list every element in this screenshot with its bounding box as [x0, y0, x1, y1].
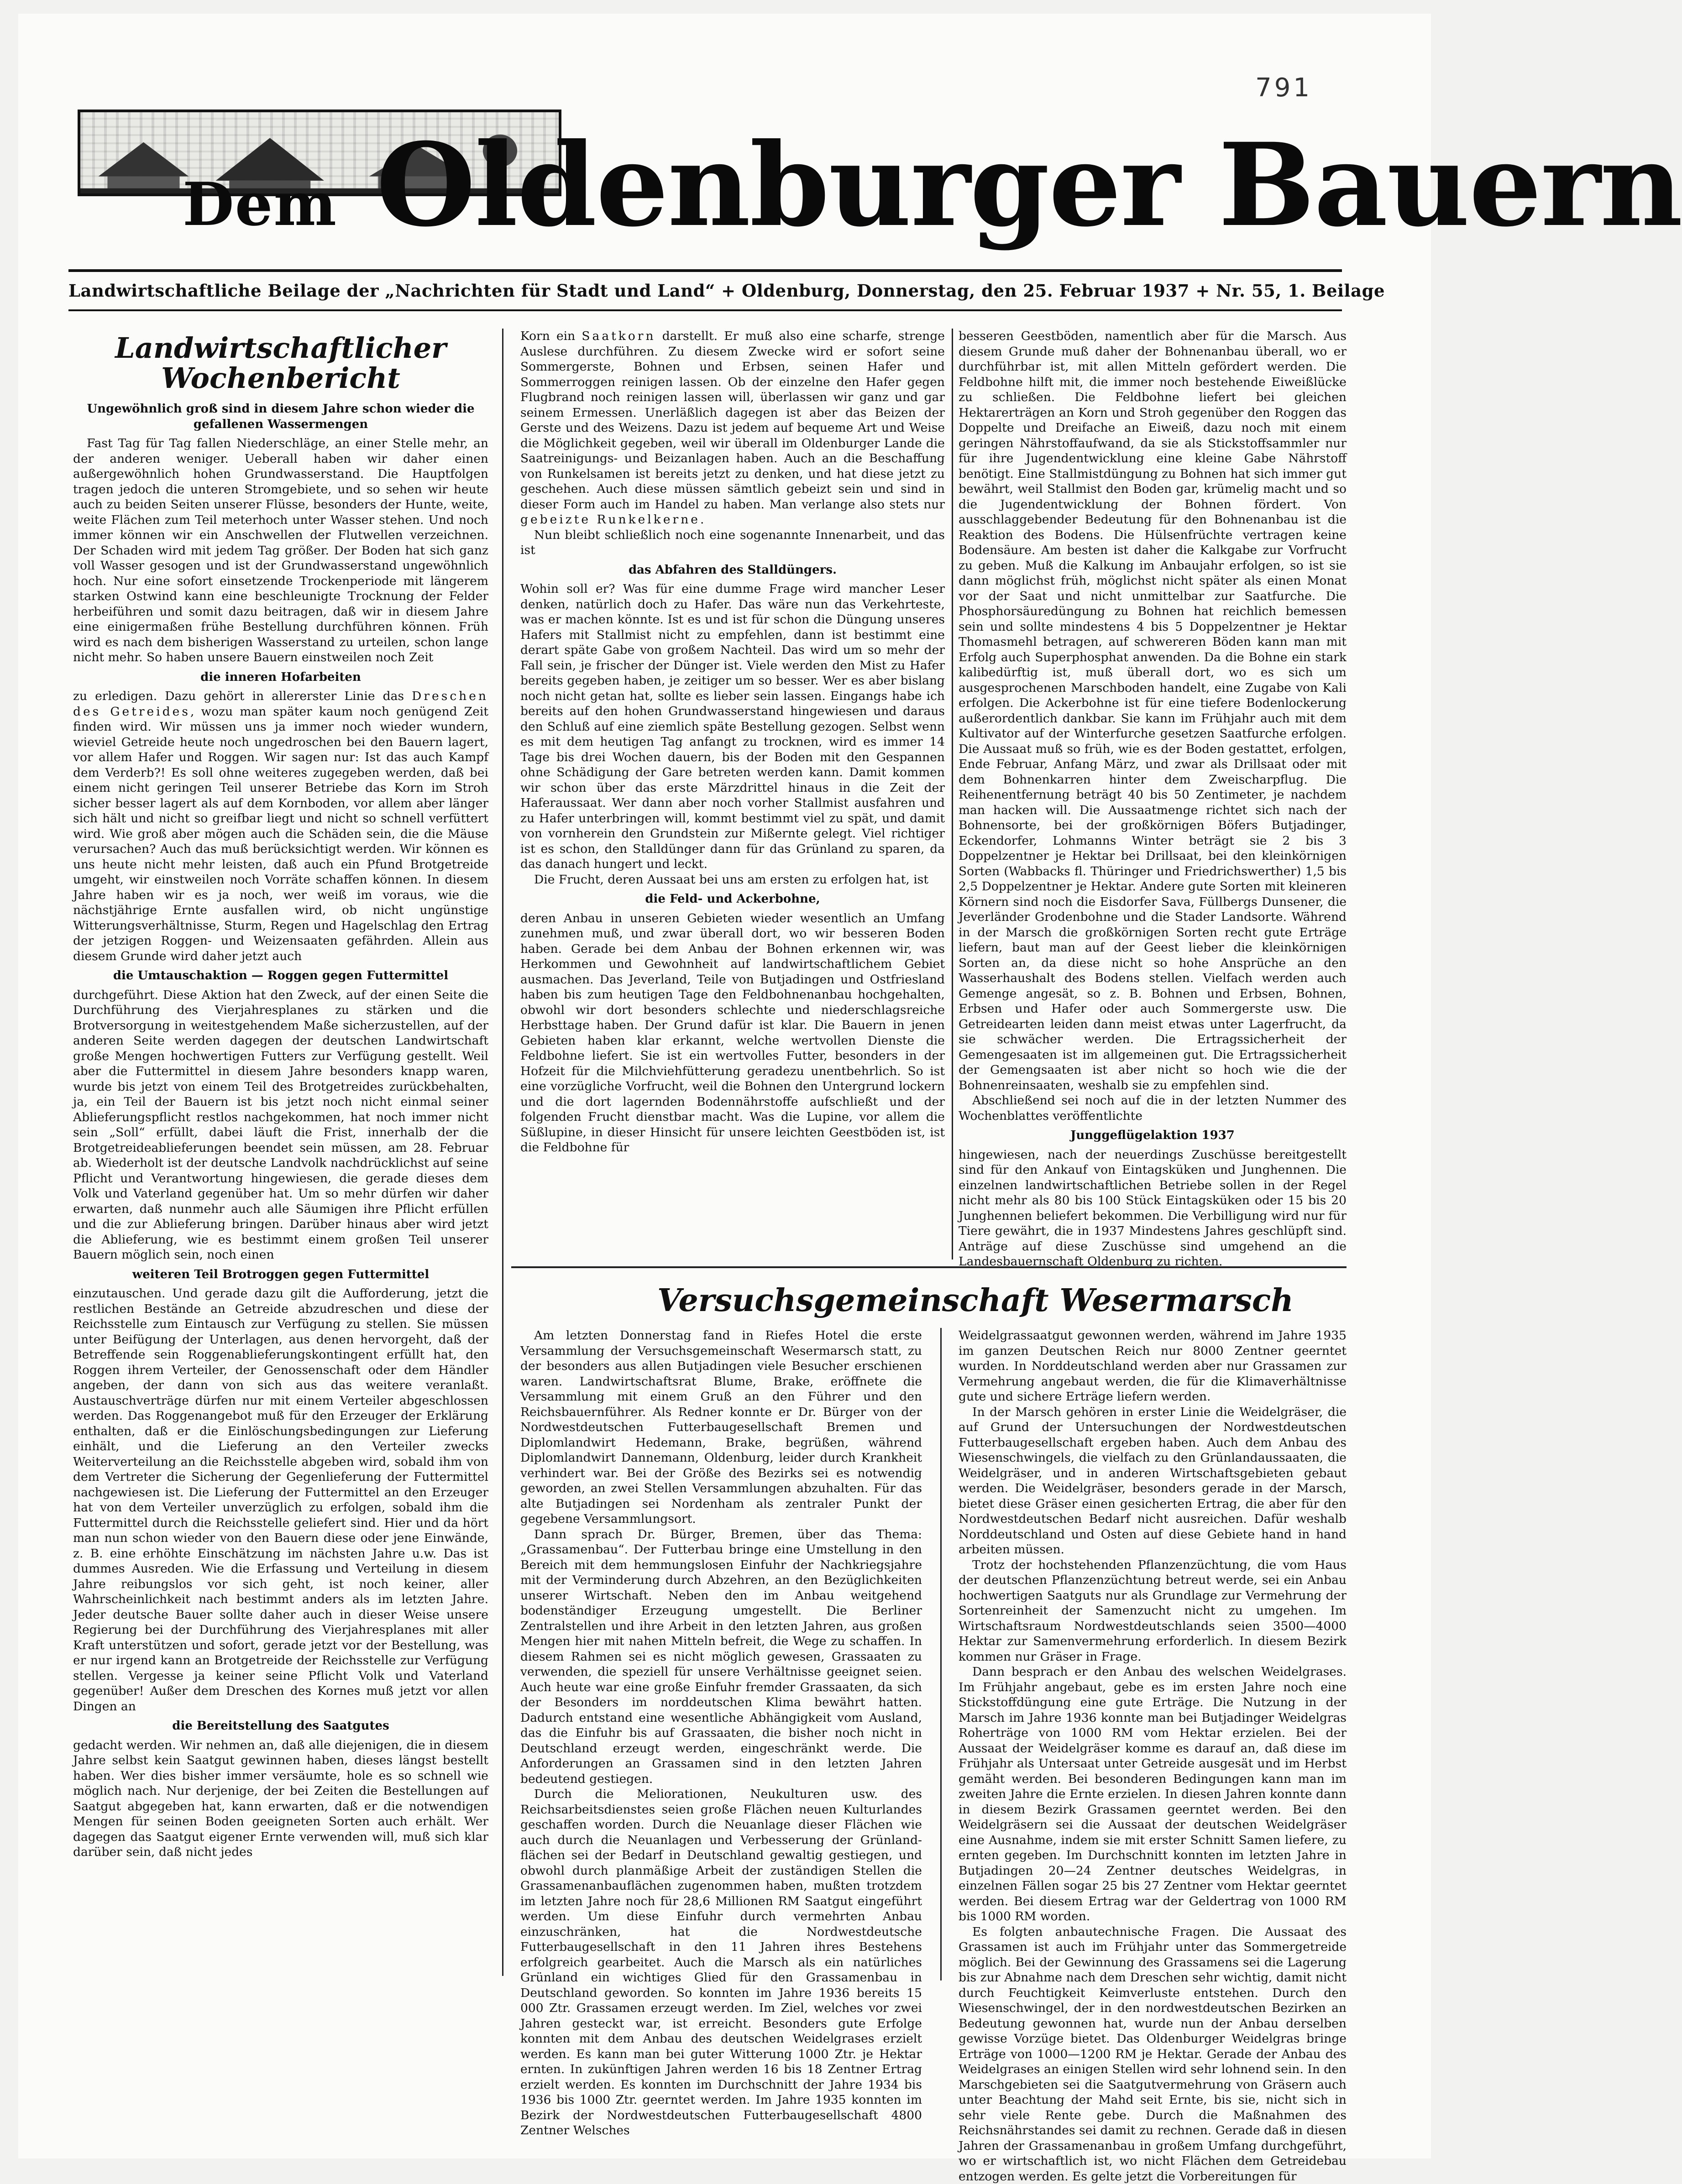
paragraph: [520, 329, 945, 528]
masthead-prefix: Dem: [183, 169, 337, 239]
column-divider: [502, 329, 503, 1976]
paragraph: hingewiesen, nach der neuerdings Zuschüsse bereitgestellt sind für den Ankauf von Eintagsküken und Junghennen. Die einzelnen landwirtschaftlichen Betriebe sollen in der Regel nicht mehr als 80 bis 100 Stück Eintagsküken oder 15 bis 20 Junghennen beliefert bekommen. Die Verbilligung wird nur für Tiere gewährt, die in 1937 Mindestens Jahres geschlüpft sind. Anträge auf diese Zuschüsse sind umgehend an die Landesbauernschaft Oldenburg zu richten.: [959, 1147, 1347, 1270]
masthead-rule: [68, 269, 1342, 274]
paragraph: deren Anbau in unseren Gebieten wieder wesentlich an Umfang zunehmen muß, und zwar überall dort, wo wir besseren Boden haben. Gerade bei dem Anbau der Bohnen erkennen wir, was Herkommen und Gewohnheit auf landwirtschaftlichem Gebiet ausmachen. Das Jeverland, Teile von Butjadingen und Ostfriesland haben bis zum heutigen Tage den Feldbohnenanbau hochgehalten, obwohl wir dort besonders schlechte und niederschlagsreiche Herbsttage haben. Der Grund dafür ist klar. Die Bauern in jenen Gebieten haben klar erkannt, welche wertvollen Dienste die Feldbohne liefert. Sie ist ein wertvolles Futter, besonders in der Hofzeit für die Milchviehfütterung geradezu unentbehrlich. So ist eine vorzügliche Vorfrucht, weil die Bohnen den Untergrund lockern und die dort lagernden Bodennährstoffe aufschließt und der folgenden Frucht dienstbar macht. Was die Lupine, vor allem die Süßlupine, in dieser Hinsicht für unsere leichten Geestböden ist, ist die Feldbohne für: [520, 911, 945, 1155]
paragraph: Durch die Meliorationen, Neukulturen usw. des Reichsarbeitsdienstes seien große Flächen neuen Kulturlandes geschaffen worden. Durch die Neuanlage dieser Flächen wie auch durch die Neuanlagen und Verbesserung der Grünland-flächen sei der Bedarf in Deutschland gewaltig gestiegen, und obwohl durch planmäßige Arbeit der zuständigen Stellen die Grassamenanbauflächen zugenommen haben, mußten trotzdem im letzten Jahre noch für 28,6 Millionen RM Saatgut eingeführt werden. Um diese Einfuhr durch vermehrten Anbau einzuschränken, hat die Nordwestdeutsche Futterbaugesellschaft in den 11 Jahren ihres Bestehens erfolgreich gearbeitet. Auch die Marsch als ein natürliches Grünland ein wichtiges Glied für den Grassamenbau in Deutschland geworden. So konnten im Jahre 1936 bereits 15 000 Ztr. Grassamen erzeugt werden. Im Ziel, welches vor zwei Jahren gesteckt war, ist erreicht. Besonders gute Erfolge konnten mit dem Anbau des deutschen Weidelgrases erzielt werden. Es kann man bei guter Witterung 1000 Ztr. je Hektar ernten. In zukünftigen Jahren werden 16 bis 18 Zentner Ertrag erzielt werden. Es konnten im Durchschnitt der Jahre 1934 bis 1936 bis 1000 Ztr. geerntet werden. Im Jahre 1935 konnten im Bezirk der Nordwestdeutschen Futterbaugesellschaft 4800 Zentner Welsches: [520, 1787, 922, 2138]
article-versuchsgemeinschaft-column-2: [959, 1328, 1347, 1985]
paragraph: besseren Geestböden, namentlich aber für die Marsch. Aus diesem Grunde muß daher der Bohnenanbau überall, wo er durchführbar ist, mit allen Mitteln gefördert werden. Die Feldbohne hilft mit, die immer noch bestehende Eiweißlücke zu schließen. Die Feldbohne liefert bei gleichen Hektarerträgen an Korn und Stroh gegenüber den Roggen das Doppelte und Dreifache an Eiweiß, dazu noch mit einem geringen Nährstoffaufwand, da sie als Stickstoffsammler nur für ihre Jugendentwicklung eine kleine Gabe Nährstoff benötigt. Eine Stallmistdüngung zu Bohnen hat sich immer gut bewährt, weil Stallmist den Boden gar, krümelig macht und so die Jugendentwicklung der Bohnen fördert. Von ausschlaggebender Bedeutung für den Bohnenanbau ist die Reaktion des Bodens. Die Hülsenfrüchte vertragen keine Bodensäure. Am besten ist daher die Kalkgabe zur Vorfrucht zu geben. Muß die Kalkung im Anbaujahr erfolgen, so ist sie dann möglichst früh, möglichst nicht später als einen Monat vor der Saat und nicht unmittelbar zur Saatfurche. Die Phosphorsäuredüngung zu Bohnen hat reichlich bemessen sein und sollte mindestens 4 bis 5 Doppelzentner je Hektar Thomasmehl betragen, auf schwereren Böden kann man mit Erfolg auch Superphosphat anwenden. Da die Bohne ein stark kalibedürftig ist, muß überall dort, wo es sich um ausgesprochenen Marschboden handelt, eine Zugabe von Kali erfolgen. Die Ackerbohne ist für eine tiefere Bodenlockerung außerordentlich dankbar. Sie kann im Frühjahr auch mit dem Kultivator auf der Winterfurche gesetzen Saatfurche erfolgen. Die Aussaat muß so früh, wie es der Boden gestattet, erfolgen, Ende Februar, Anfang März, und zwar als Drillsaat oder mit dem Bohnenkarren hinter dem Zweischarpflug. Die Reihenentfernung beträgt 40 bis 50 Zentimeter, je nachdem man hacken will. Die Aussaatmenge richtet sich nach der Bohnensorte, bei der großkörnigen Böfers Butjadinger, Eckendorfer, Lohmanns Winter beträgt sie 2 bis 3 Doppelzentner je Hektar bei Drillsaat, bei den kleinkörnigen Sorten (Wabbacks fl. Thüringer und Friedrichswerther) 1,5 bis 2,5 Doppelzentner je Hektar. Andere gute Sorten mit kleineren Körnern sind noch die Eisdorfer Sava, Füllbergs Dunsener, die Jeverländer Grodenbohne und die Stader Landsorte. Während in der Marsch die großkörnigen Sorten recht gute Erträge liefern, baut man auf der Geest lieber die kleinkörnigen Sorten an, da diese nicht so hohe Ansprüche an den Wasserhaushalt des Bodens stellen. Vielfach werden auch Gemenge angesät, so z. B. Bohnen und Erbsen, Bohnen, Erbsen und Hafer oder auch Sommergerste usw. Die Getreidearten leiden dann meist etwas unter Lagerfrucht, da sie schwächer werden. Die Ertragssicherheit der Gemengesaaten ist im allgemeinen gut. Die Ertragssicherheit der Gemengsaaten ist aber nicht so hoch wie die der Bohnenreinsaaten, weshalb sie zu empfehlen sind.: [959, 329, 1347, 1093]
article-intro: Ungewöhnlich groß sind in diesem Jahre schon wieder die gefallenen Wassermengen: [73, 402, 488, 432]
article-headline: Versuchsgemeinschaft Wesermarsch: [657, 1282, 1294, 1319]
masthead-title: [183, 128, 1682, 242]
paragraph: durchgeführt. Diese Aktion hat den Zweck, auf der einen Seite die Durchführung des Vierjahresplanes zu stärken und die Brotversorgung in weitestgehendem Maße sicherzustellen, auf der anderen Seite werden dagegen der deutschen Landwirtschaft große Mengen hochwertigen Futters zur Verfügung gestellt. Weil aber die Futtermittel in diesem Jahre besonders knapp waren, wurde bis jetzt von einem Teil des Brotgetreides zurückbehalten, ja, ein Teil der Bauern ist bis jetzt noch nicht einmal seiner Ablieferungspflicht restlos nachgekommen, hat noch immer nicht sein „Soll“ erfüllt, dabei läuft die Frist, innerhalb der die Brotgetreideablieferungen beendet sein müssen, am 28. Februar ab. Wiederholt ist der deutsche Landvolk nachdrücklichst auf seine Pflicht und Verantwortung hingewiesen, die gerade dieses dem Volk und Vaterland gegenüber hat. Um so mehr dürfen wir daher erwarten, daß nunmehr auch alle Säumigen ihre Pflicht erfüllen und die zur Ablieferung bringen. Darüber hinaus aber wird jetzt die Ablieferung, wie es bestimmt einem großen Teil unserer Bauern möglich sein, noch einen: [73, 988, 488, 1263]
paragraph: Wohin soll er? Was für eine dumme Frage wird mancher Leser denken, natürlich doch zu Hafer. Das wäre nun das Verkehrteste, was er machen könnte. Ist es und ist für schon die Düngung unseres Hafers mit Stallmist nicht zu empfehlen, dann ist bestimmt eine derart späte Gabe von großem Nachteil. Das wird um so mehr der Fall sein, je frischer der Dünger ist. Viele werden den Mist zu Hafer bereits gegeben haben, je zeitiger um so besser. Wer es aber bislang noch nicht getan hat, sollte es lieber sein lassen. Eingangs habe ich bereits auf den hohen Grundwasserstand hingewiesen und daraus den Schluß auf eine ziemlich späte Bestellung gezogen. Selbst wenn es mit dem heutigen Tag anfangt zu trocknen, wird es immer 14 Tage bis drei Wochen dauern, bis der Boden mit den Gespannen ohne Schädigung der Gare betreten werden kann. Damit kommen wir schon über das erste Märzdrittel hinaus in die Zeit der Haferaussaat. Wer dann aber noch vorher Stallmist ausfahren und zu Hafer unterbringen will, kommt bestimmt viel zu spät, und damit von vornherein den Grundstein zur Mißernte gelegt. Viel richtiger ist es schon, den Stalldünger dann für das Grünland zu sparen, da das danach hungert und leckt.: [520, 581, 945, 872]
edition-rule: [68, 309, 1342, 311]
text-run: Korn ein: [520, 329, 582, 343]
paragraph: Die Frucht, deren Aussaat bei uns am ersten zu erfolgen hat, ist: [520, 872, 945, 888]
edition-line: Landwirtschaftliche Beilage der „Nachrichten für Stadt und Land“ + Oldenburg, Donnerstag, den 25. Februar 1937 + Nr. 55, 1. Beilage: [68, 281, 1342, 301]
masthead-name: Oldenburger Bauern: [376, 118, 1682, 252]
masthead: [78, 110, 1351, 274]
paragraph: einzutauschen. Und gerade dazu gilt die Aufforderung, jetzt die restlichen Bestände an Getreide abzudreschen und diese der Reichsstelle zum Eintausch zur Verfügung zu stellen. Sie müssen unter Beifügung der Unterlagen, aus denen hervorgeht, daß der Betreffende sein Roggenablieferungskontingent erfüllt hat, den Roggen ihrem Verteiler, der Genossenschaft oder dem Händler angeben, der dann von sich aus das weitere veranlaßt. Austauschverträge dürfen nur mit einem Verteiler abgeschlossen werden. Das Roggenangebot muß für den Erzeuger der Erklärung enthalten, daß er die Einlöschungsbedingungen zur Lieferung einhält, und die Lieferung an den Verteiler zwecks Weiterverteilung an die Reichsstelle abgeben wird, sobald ihm von dem Vertreter die Sicherung der Gegenlieferung der Futtermittel nachgewiesen ist. Die Lieferung der Futtermittel an den Erzeuger hat von dem Verteiler unverzüglich zu erfolgen, sobald ihm die Futtermittel durch die Reichsstelle geliefert sind. Hier und da hört man nun schon wieder von den Bauern diese oder jene Einwände, z. B. eine erhöhte Einschätzung im nächsten Jahre u.w. Das ist dummes Ausreden. Wie die Erfassung und Verteilung in diesem Jahre reibungslos vor sich geht, ist noch keiner, aller Wahrscheinlichkeit nach bestimmt anders als im letzten Jahre. Jeder deutsche Bauer sollte daher auch in dieser Weise unsere Regierung bei der Durchführung des Vierjahresplanes mit aller Kraft unterstützen und sofort, gerade jetzt vor der Bestellung, was er nur irgend kann an Brotgetreide der Reichsstelle zur Verfügung stellen. Vergesse ja keiner seine Pflicht Volk und Vaterland gegenüber! Außer dem Dreschen des Kornes muß jetzt vor allen Dingen an: [73, 1286, 488, 1714]
paragraph: [73, 689, 488, 964]
text-run: .: [700, 512, 704, 527]
article-wochenbericht-column-2: [520, 329, 945, 1259]
column-divider: [952, 329, 953, 1259]
subheading: das Abfahren des Stalldüngers.: [520, 563, 945, 578]
newspaper-page: [18, 14, 1431, 2158]
subheading: weiteren Teil Brotroggen gegen Futtermittel: [73, 1267, 488, 1283]
paragraph: Am letzten Donnerstag fand in Riefes Hotel die erste Versammlung der Versuchsgemeinschaft Wesermarsch statt, zu der besonders aus allen Butjadingen viele Besucher erschienen waren. Landwirtschaftsrat Blume, Brake, eröffnete die Versammlung mit einem Gruß an den Führer und den Reichsbauernführer. Als Redner konnte er Dr. Bürger von der Nordwestdeutschen Futterbaugesellschaft Bremen und Diplomlandwirt Hedemann, Brake, begrüßen, während Diplomlandwirt Dannemann, Oldenburg, leider durch Krankheit verhindert war. Bei der Größe des Bezirks sei es notwendig geworden, an zwei Stellen Versammlungen abzuhalten. Für das alte Butjadingen sei Nordenham als zentraler Punkt der gegebene Versammlungsort.: [520, 1328, 922, 1527]
spaced-emphasis: Dreschen des Getreides: [73, 689, 488, 719]
paragraph: Es folgten anbautechnische Fragen. Die Aussaat des Grassamen ist auch im Frühjahr unter das Sommergetreide möglich. Bei der Gewinnung des Grassamens sei die Lagerung bis zur Abnahme nach dem Dreschen sehr wichtig, damit nicht durch Feuchtigkeit Keimverluste entstehen. Durch den Wiesenschwingel, der in den nordwestdeutschen Bezirken an Bedeutung gewonnen hat, wurde nun der Anbau derselben gewisse Vorzüge bietet. Das Oldenburger Weidelgras bringe Erträge von 1000—1200 RM je Hektar. Gerade der Anbau des Weidelgrases an einigen Stellen wird sehr lohnend sein. In den Marschgebieten sei die Saatgutvermehrung von Gräsern auch unter Beachtung der Mahd seit Ernte, bis sie, nicht sich in sehr viele Rente gebe. Durch die Maßnahmen des Reichsnährstandes sei damit zu rechnen. Gerade daß in diesen Jahren der Grassamenanbau in großem Umfang durchgeführt, wo er wirtschaftlich ist, wo nicht Flächen dem Getreidebau entzogen werden. Es gelte jetzt die Vorbereitungen für: [959, 1924, 1347, 2184]
subheading: die inneren Hofarbeiten: [73, 670, 488, 685]
article-headline: Landwirtschaftlicher Wochenbericht: [73, 333, 488, 393]
article-wochenbericht-column-3: [959, 329, 1347, 1264]
subheading: die Bereitstellung des Saatgutes: [73, 1719, 488, 1734]
paragraph: gedacht werden. Wir nehmen an, daß alle diejenigen, die in diesem Jahre selbst kein Saatgut gewinnen haben, dieses längst bestellt haben. Wer dies bisher immer versäumte, hole es so schnell wie möglich nach. Nur derjenige, der bei Zeiten die Bestellungen auf Saatgut abgegeben hat, kann erwarten, daß er die notwendigen Mengen für seinen Boden geeigneten Sorten auch erhält. Wer dagegen das Saatgut eigener Ernte verwenden will, muß sich klar darüber sein, daß nicht jedes: [73, 1738, 488, 1860]
page-number: 791: [1255, 73, 1312, 103]
text-run: zu erledigen. Dazu gehört in allererster Linie das: [73, 689, 412, 703]
paragraph: Dann besprach er den Anbau des welschen Weidelgrases. Im Frühjahr angebaut, gebe es im ersten Jahre noch eine Stickstoffdüngung eine gute Erträge. Die Nutzung in der Marsch im Jahre 1936 konnte man bei Butjadinger Weidelgras Roherträge von 1000 RM vom Hektar erzielen. Bei der Aussaat der Weidelgräser komme es darauf an, daß diese im Frühjahr als Untersaat unter Getreide ausgesät und im Herbst gemäht werden. Bei besonderen Bedingungen kann man im zweiten Jahre die Ernte erzielen. In diesen Jahren konnte dann in diesem Bezirk Grassamen geerntet werden. Bei den Weidelgräsern sei die Aussaat der deutschen Weidelgräser eine Ausnahme, indem sie mit erster Schnitt Samen liefere, zu ernten gegeben. Im Durchschnitt konnten im letzten Jahre in Butjadingen 20—24 Zentner deutsches Weidelgras, in einzelnen Fällen sogar 25 bis 27 Zentner vom Hektar geerntet werden. Bei diesem Ertrag war der Geldertrag von 1000 RM bis 1000 RM worden.: [959, 1664, 1347, 1924]
paragraph: Nun bleibt schließlich noch eine sogenannte Innenarbeit, und das ist: [520, 528, 945, 558]
column-divider: [940, 1328, 942, 1980]
subheading: die Feld- und Ackerbohne,: [520, 892, 945, 907]
paragraph: Trotz der hochstehenden Pflanzenzüchtung, die vom Haus der deutschen Pflanzenzüchtung betreut werde, sei ein Anbau hochwertigen Saatguts nur als Grundlage zur Vermehrung der Sortenreinheit der Samenzucht nicht zu umgehen. Im Wirtschaftsraum Nordwestdeutschlands seien 3500—4000 Hektar zur Samenvermehrung erforderlich. In diesem Bezirk kommen nur Gräser in Frage.: [959, 1557, 1347, 1665]
spaced-emphasis: gebeizte Runkelkerne: [520, 512, 700, 527]
article-divider: [511, 1266, 1347, 1268]
paragraph: In der Marsch gehören in erster Linie die Weidelgräser, die auf Grund der Untersuchungen der Nordwestdeutschen Futterbaugesellschaft ergeben haben. Auch dem Anbau des Wiesenschwingels, die vielfach zu den Grünlandaussaaten, die Weidelgräser, und in anderen Wirtschaftsgebieten gebaut werden. Die Weidelgräser, besonders gerade in der Marsch, bietet diese Gräser einen gesicherten Ertrag, die aber für den Nordwestdeutschen Bedarf nicht ausreichen. Dafür weshalb Norddeutschland und Osten auf diese Gebiete hand in hand arbeiten müssen.: [959, 1405, 1347, 1557]
subheading: Junggeflügelaktion 1937: [959, 1128, 1347, 1144]
article-versuchsgemeinschaft-column-1: [520, 1328, 922, 1985]
article-wochenbericht-column-1: [73, 329, 488, 1971]
spaced-emphasis: Saatkorn: [582, 329, 655, 343]
paragraph: Fast Tag für Tag fallen Niederschläge, an einer Stelle mehr, an der anderen weniger. Ueberall haben wir daher einen außergewöhnlich hohen Grundwasserstand. Die Hauptfolgen tragen jedoch die unteren Stromgebiete, und so sehen wir heute auch zu beiden Seiten unserer Flüsse, besonders der Hunte, weite, weite Flächen zum Teil meterhoch unter Wasser stehen. Und noch immer können wir ein Anschwellen der Flutwellen verzeichnen. Der Schaden wird mit jedem Tag größer. Der Boden hat sich ganz voll Wasser gesogen und ist der Grundwasserstand ungewöhnlich hoch. Nur eine sofort einsetzende Trockenperiode mit längerem starken Ostwind kann eine beschleunigte Trocknung der Felder herbeiführen und somit dazu beitragen, daß wir in diesem Jahre eine einigermaßen frühe Bestellung durchführen können. Früh wird es nach dem bisherigen Wasserstand zu urteilen, schon lange nicht mehr. So haben unsere Bauern einstweilen noch Zeit: [73, 436, 488, 665]
text-run: darstellt. Er muß also eine scharfe, strenge Auslese durchführen. Zu diesem Zwecke wird er sofort seine Sommergerste, Bohnen und Erbsen, seinen Hafer und Sommerroggen reinigen lassen. Ob der einzelne den Hafer gegen Flugbrand noch reinigen lassen will, überlassen wir ganz und gar seinem Ermessen. Unerläßlich dagegen ist aber das Beizen der Gerste und des Weizens. Dazu ist jedem auf bequeme Art und Weise die Möglichkeit gegeben, weil wir überall im Oldenburger Lande die Saatreinigungs- und Beizanlagen haben. Auch an die Beschaffung von Runkelsamen ist bereits jetzt zu denken, und hat diese jetzt zu geschehen. Auch diese müssen sämtlich gebeizt sein und sind in dieser Form auch im Handel zu haben. Man verlange also stets nur: [520, 329, 945, 512]
text-run: , wozu man später kaum noch genügend Zeit finden wird. Wir müssen uns ja immer noch wieder wundern, wieviel Getreide heute noch ungedroschen bei den Bauern lagert, vor allem Hafer und Roggen. Wir sagen nur: Ist das auch Kampf dem Verderb?! Es soll ohne weiteres zugegeben werden, daß bei einem nicht geringen Teil unserer Betriebe das Korn im Stroh sicher besser lagert als auf dem Kornboden, vor allem aber länger sich hält und nicht so greifbar liegt und nicht so schnell verfüttert wird. Wie groß aber mögen auch die Schäden sein, die die Mäuse verursachen? Auch das muß berücksichtigt werden. Wir können es uns heute nicht mehr leisten, daß auch ein Pfund Brotgetreide umgeht, wir einstweilen noch Vorräte schaffen können. In diesem Jahre haben wir es ja noch, wer weiß im voraus, wie die nächstjährige Ernte ausfallen wird, ob nicht ungünstige Witterungsverhältnisse, Sturm, Regen und Hagelschlag den Ertrag der jetzigen Roggen- und Weizensaaten gefährden. Allein aus diesem Grunde wird daher jetzt auch: [73, 705, 488, 963]
subheading: die Umtauschaktion — Roggen gegen Futtermittel: [73, 968, 488, 984]
paragraph: Weidelgrassaatgut gewonnen werden, während im Jahre 1935 im ganzen Deutschen Reich nur 8000 Zentner geerntet wurden. In Norddeutschland werden aber nur Grassamen zur Vermehrung angebaut werden, die für die Klimaverhältnisse gute und sichere Erträge liefern werden.: [959, 1328, 1347, 1405]
paragraph: Abschließend sei noch auf die in der letzten Nummer des Wochenblattes veröffentlichte: [959, 1093, 1347, 1123]
paragraph: Dann sprach Dr. Bürger, Bremen, über das Thema: „Grassamenbau“. Der Futterbau bringe eine Umstellung in den Bereich mit dem hemmungslosen Einfuhr der Nachkriegsjahre mit der Verminderung durch Abzehren, an den Bezüglichkeiten unserer Wirtschaft. Neben den im Anbau weitgehend bodenständiger Erzeugung umgestellt. Die Berliner Zentralstellen und ihre Arbeit in den letzten Jahren, aus großen Mengen hier mit nahen Mitteln befreit, die Wege zu schaffen. In diesem Rahmen sei es nicht möglich gewesen, Grassaaten zu verwenden, die speziell für unsere Verhältnisse geeignet seien. Auch heute war eine große Einfuhr fremder Grassaaten, da sich der Besonders im norddeutschen Klima bewährt hatten. Dadurch entstand eine wesentliche Abhängigkeit vom Ausland, das die Einfuhr bis auf Grassaaten, die bisher noch nicht in Deutschland erzeugt werden, eingeschränkt werde. Die Anforderungen an Grassamen sind in den letzten Jahren bedeutend gestiegen.: [520, 1527, 922, 1787]
